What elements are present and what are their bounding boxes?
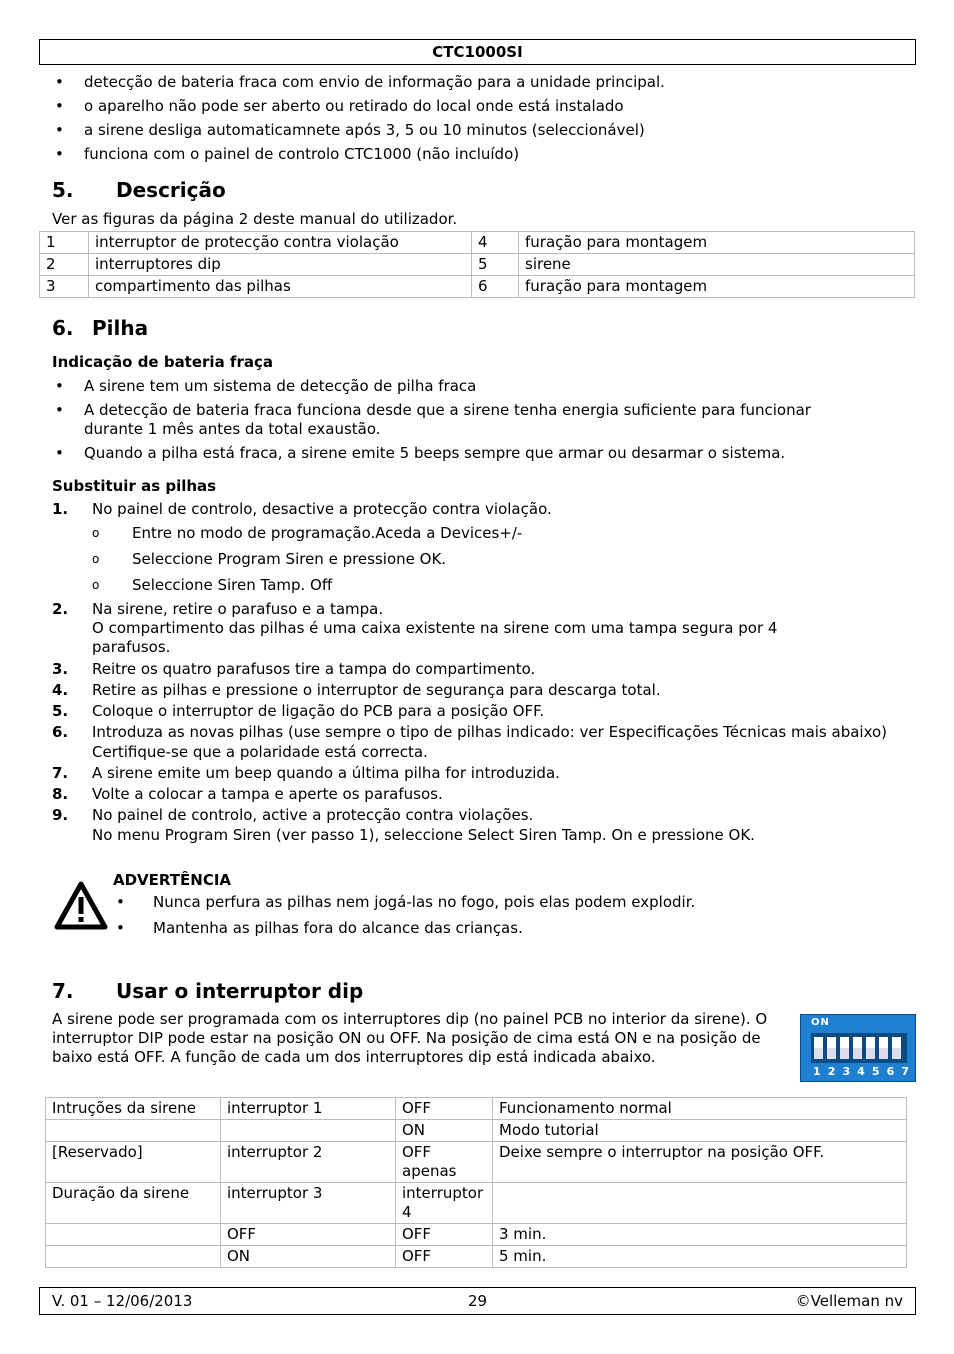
table-cell: 1 xyxy=(40,232,89,254)
table-cell: Intruções da sirene xyxy=(46,1098,221,1120)
dip-switch-image xyxy=(800,1014,916,1082)
table-cell: OFF xyxy=(221,1224,396,1246)
section-number: 6. xyxy=(52,316,74,340)
dip-switch xyxy=(866,1037,875,1059)
table-row xyxy=(40,254,915,276)
low-battery-subheading: Indicação de bateria fraça xyxy=(52,353,273,371)
table-cell: ON xyxy=(221,1246,396,1268)
step-text: Reitre os quatro parafusos tire a tampa do compartimento. xyxy=(92,660,536,678)
step-item xyxy=(52,722,912,762)
footer-copyright: ©Velleman nv xyxy=(795,1292,903,1310)
table-row xyxy=(46,1224,907,1246)
step-item xyxy=(52,680,912,700)
dip-on-label: ON xyxy=(811,1017,830,1028)
page-header xyxy=(39,39,916,65)
section-6-heading xyxy=(52,316,148,340)
step-text: Introduza as novas pilhas (use sempre o tipo de pilhas indicado: ver Especificações Técnicas mais abaixo) Certifique-se que a polaridade está correcta. xyxy=(92,723,888,761)
table-row xyxy=(46,1246,907,1268)
dip-numbers xyxy=(813,1065,909,1078)
page-footer xyxy=(39,1287,916,1315)
table-cell: interruptor de protecção contra violação xyxy=(89,232,472,254)
dip-switch xyxy=(840,1037,849,1059)
step-item xyxy=(52,599,912,657)
section-7-heading xyxy=(52,979,363,1003)
description-table xyxy=(39,231,915,298)
table-row xyxy=(46,1120,907,1142)
step-item xyxy=(52,701,912,721)
table-cell: OFF apenas xyxy=(396,1142,493,1183)
table-cell: interruptor 3 xyxy=(221,1183,396,1224)
step-text: Volte a colocar a tampa e aperte os parafusos. xyxy=(92,785,443,803)
table-cell: 3 min. xyxy=(493,1224,907,1246)
warning-icon xyxy=(54,881,108,931)
table-cell: Modo tutorial xyxy=(493,1120,907,1142)
section-5-heading xyxy=(52,178,226,202)
table-row xyxy=(40,232,915,254)
table-cell: interruptor 1 xyxy=(221,1098,396,1120)
section-number: 5. xyxy=(52,178,74,202)
section-number: 7. xyxy=(52,979,74,1003)
dip-number: 1 xyxy=(813,1065,821,1078)
intro-bullet-list xyxy=(52,73,912,169)
step-text: A sirene emite um beep quando a última pilha for introduzida. xyxy=(92,764,560,782)
list-item: o Entre no modo de programação.Aceda a Devices+/- xyxy=(92,520,912,546)
table-cell: 5 xyxy=(472,254,519,276)
table-cell: ON xyxy=(396,1120,493,1142)
section-7-text: A sirene pode ser programada com os interruptores dip (no painel PCB no interior da sirene). O interruptor DIP pode estar na posição ON ou OFF. Na posição de cima está ON e na posição de baixo está OFF. A função de cada um dos interruptores dip está indicada abaixo. xyxy=(52,1010,768,1066)
step-number: 6. xyxy=(52,723,69,741)
step-number: 4. xyxy=(52,681,69,699)
table-row xyxy=(46,1183,907,1224)
table-cell: 2 xyxy=(40,254,89,276)
section-5-text: Ver as figuras da página 2 deste manual do utilizador. xyxy=(52,210,458,228)
dip-switch xyxy=(827,1037,836,1059)
low-battery-bullets xyxy=(52,377,912,463)
replace-steps-list xyxy=(52,499,912,845)
step-item xyxy=(52,499,912,598)
step-text: Coloque o interruptor de ligação do PCB para a posição OFF. xyxy=(92,702,545,720)
list-item: • A detecção de bateria fraca funciona desde que a sirene tenha energia suficiente para funcionar durante 1 mês antes da total exaustão. xyxy=(52,401,912,439)
list-item: • A sirene tem um sistema de detecção de pilha fraca xyxy=(52,377,912,396)
dip-number: 4 xyxy=(857,1065,865,1078)
section-title: Descrição xyxy=(116,178,226,202)
table-row xyxy=(46,1142,907,1183)
page-number: 29 xyxy=(468,1292,488,1310)
table-cell: OFF xyxy=(396,1098,493,1120)
table-cell: 6 xyxy=(472,276,519,298)
step-text: No painel de controlo, desactive a protecção contra violação. xyxy=(92,500,552,518)
dip-switch xyxy=(892,1037,901,1059)
step-text-extra: O compartimento das pilhas é uma caixa existente na sirene com uma tampa segura por 4 parafusos. xyxy=(92,619,778,656)
step-number: 5. xyxy=(52,702,69,720)
table-cell: sirene xyxy=(519,254,915,276)
list-item: • o aparelho não pode ser aberto ou retirado do local onde está instalado xyxy=(52,97,912,121)
step-text: Na sirene, retire o parafuso e a tampa. xyxy=(92,600,384,618)
table-cell: 5 min. xyxy=(493,1246,907,1268)
table-cell: [Reservado] xyxy=(46,1142,221,1183)
step-number: 3. xyxy=(52,660,69,678)
step-item xyxy=(52,659,912,679)
table-row xyxy=(40,276,915,298)
table-cell xyxy=(493,1183,907,1224)
step-item xyxy=(52,784,912,804)
warning-bullets xyxy=(113,893,873,938)
step-text: No painel de controlo, active a protecção contra violações. xyxy=(92,806,534,824)
table-cell: interruptor 2 xyxy=(221,1142,396,1183)
list-item: • a sirene desliga automaticamnete após 3, 5 ou 10 minutos (seleccionável) xyxy=(52,121,912,145)
list-item: • Quando a pilha está fraca, a sirene emite 5 beeps sempre que armar ou desarmar o sistema. xyxy=(52,444,912,463)
step-number: 2. xyxy=(52,600,69,618)
table-cell xyxy=(46,1246,221,1268)
table-cell: Duração da sirene xyxy=(46,1183,221,1224)
dip-switch xyxy=(814,1037,823,1059)
dip-function-table xyxy=(45,1097,907,1268)
dip-number: 3 xyxy=(842,1065,851,1078)
table-cell: interruptores dip xyxy=(89,254,472,276)
dip-number: 7 xyxy=(901,1065,909,1078)
table-cell xyxy=(46,1224,221,1246)
table-cell: furação para montagem xyxy=(519,276,915,298)
table-cell: 4 xyxy=(472,232,519,254)
table-cell: Deixe sempre o interruptor na posição OFF. xyxy=(493,1142,907,1183)
dip-switch xyxy=(853,1037,862,1059)
table-cell: OFF xyxy=(396,1224,493,1246)
dip-number: 5 xyxy=(871,1065,880,1078)
list-item: o Seleccione Siren Tamp. Off xyxy=(92,572,912,598)
table-cell: interruptor 4 xyxy=(396,1183,493,1224)
step-text-extra: No menu Program Siren (ver passo 1), seleccione Select Siren Tamp. On e pressione OK. xyxy=(92,826,755,844)
warning-title: ADVERTÊNCIA xyxy=(113,871,232,889)
table-cell: OFF xyxy=(396,1246,493,1268)
table-row xyxy=(46,1098,907,1120)
table-cell xyxy=(46,1120,221,1142)
list-item: • Mantenha as pilhas fora do alcance das crianças. xyxy=(113,919,873,938)
table-cell: furação para montagem xyxy=(519,232,915,254)
model-title: CTC1000SI xyxy=(432,43,523,61)
step-text: Retire as pilhas e pressione o interruptor de segurança para descarga total. xyxy=(92,681,661,699)
section-title: Pilha xyxy=(92,316,149,340)
table-cell xyxy=(221,1120,396,1142)
list-item: • Nunca perfura as pilhas nem jogá-las no fogo, pois elas podem explodir. xyxy=(113,893,873,919)
dip-number: 6 xyxy=(886,1065,895,1078)
table-cell: 3 xyxy=(40,276,89,298)
step-number: 8. xyxy=(52,785,69,803)
section-title: Usar o interruptor dip xyxy=(116,979,364,1003)
table-cell: compartimento das pilhas xyxy=(89,276,472,298)
list-item: • detecção de bateria fraca com envio de informação para a unidade principal. xyxy=(52,73,912,97)
footer-version: V. 01 – 12/06/2013 xyxy=(52,1292,193,1310)
step-number: 1. xyxy=(52,500,69,518)
dip-switch xyxy=(879,1037,888,1059)
step-item xyxy=(52,805,912,845)
step-number: 7. xyxy=(52,764,69,782)
step-item xyxy=(52,763,912,783)
replace-batteries-subheading: Substituir as pilhas xyxy=(52,477,217,495)
table-cell: Funcionamento normal xyxy=(493,1098,907,1120)
step-1-sublist xyxy=(92,520,912,598)
list-item: o Seleccione Program Siren e pressione OK. xyxy=(92,546,912,572)
step-number: 9. xyxy=(52,806,69,824)
dip-number: 2 xyxy=(827,1065,836,1078)
list-item: • funciona com o painel de controlo CTC1000 (não incluído) xyxy=(52,145,912,169)
